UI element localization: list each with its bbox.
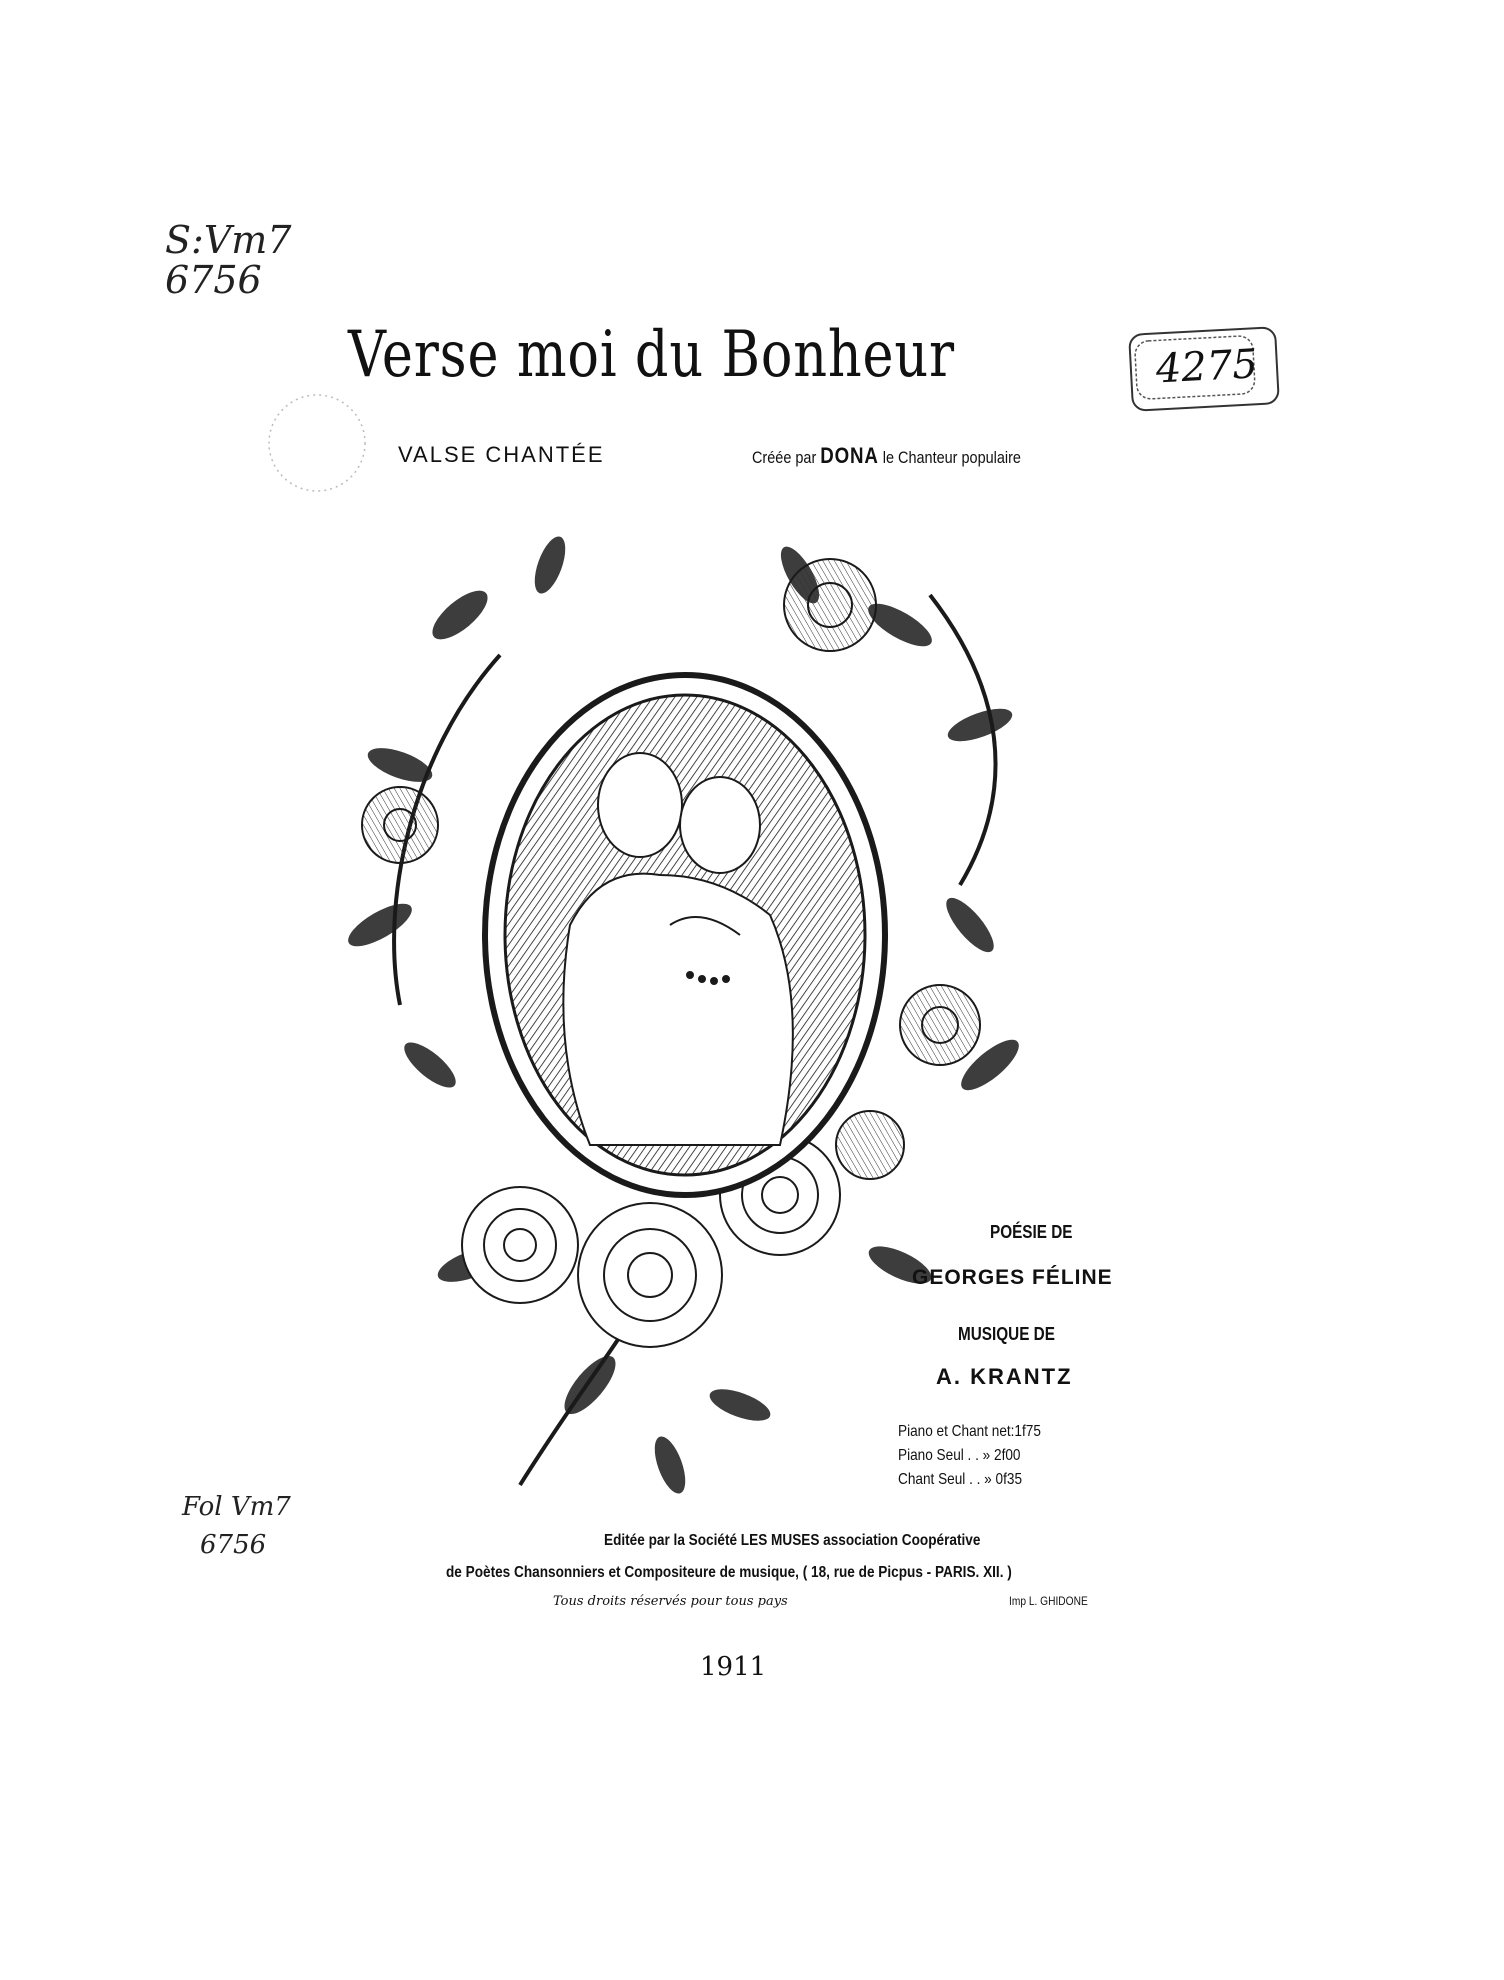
subtitle: VALSE CHANTÉE	[398, 442, 605, 467]
creator-name: DONA	[820, 443, 879, 468]
composer-name: A. KRANTZ	[936, 1364, 1073, 1389]
publisher-line1: Editée par la Société LES MUSES association Coopérative	[604, 1532, 981, 1549]
publisher-line2: de Poètes Chansonniers et Compositeure de musique, ( 18, rue de Picpus - PARIS. XII. )	[446, 1564, 1012, 1581]
creator-suffix: le Chanteur populaire	[882, 448, 1021, 467]
price-label: Piano Seul . . »	[898, 1447, 991, 1464]
shelfmark-side-line1: Fol Vm7	[182, 1492, 291, 1522]
library-stamp	[1128, 326, 1280, 412]
creator-prefix: Créée par	[752, 448, 817, 467]
shelfmark-side	[182, 1488, 291, 1564]
price-label: Piano et Chant net:	[898, 1423, 1015, 1440]
rights-notice: Tous droits réservés pour tous pays	[553, 1594, 788, 1609]
shelfmark-top-line2: 6756	[165, 258, 262, 302]
price-value: 0f35	[995, 1471, 1023, 1488]
oval-portrait-frame	[485, 675, 885, 1195]
price-value: 2f00	[994, 1447, 1021, 1464]
price-row	[898, 1444, 1041, 1468]
faint-stamp-icon	[262, 388, 372, 498]
shelfmark-top	[165, 220, 292, 300]
music-label: MUSIQUE DE	[958, 1324, 1055, 1344]
price-label: Chant Seul . . »	[898, 1471, 992, 1488]
shelfmark-top-line1: S:Vm7	[165, 218, 292, 262]
embracing-couple	[563, 753, 793, 1145]
page-title: Verse moi du Bonheur	[348, 318, 955, 392]
price-row	[898, 1468, 1041, 1492]
creator-line	[752, 443, 1021, 469]
lyricist-name: GEORGES FÉLINE	[912, 1266, 1113, 1289]
stamp-number: 4275	[1154, 341, 1259, 393]
printer-credit: Imp L. GHIDONE	[1009, 1594, 1088, 1608]
publication-year: 1911	[700, 1652, 767, 1682]
lyrics-label: POÉSIE DE	[990, 1222, 1073, 1242]
price-list	[898, 1420, 1041, 1492]
price-value: 1f75	[1014, 1423, 1041, 1440]
shelfmark-side-line2: 6756	[200, 1530, 267, 1560]
price-row	[898, 1420, 1041, 1444]
